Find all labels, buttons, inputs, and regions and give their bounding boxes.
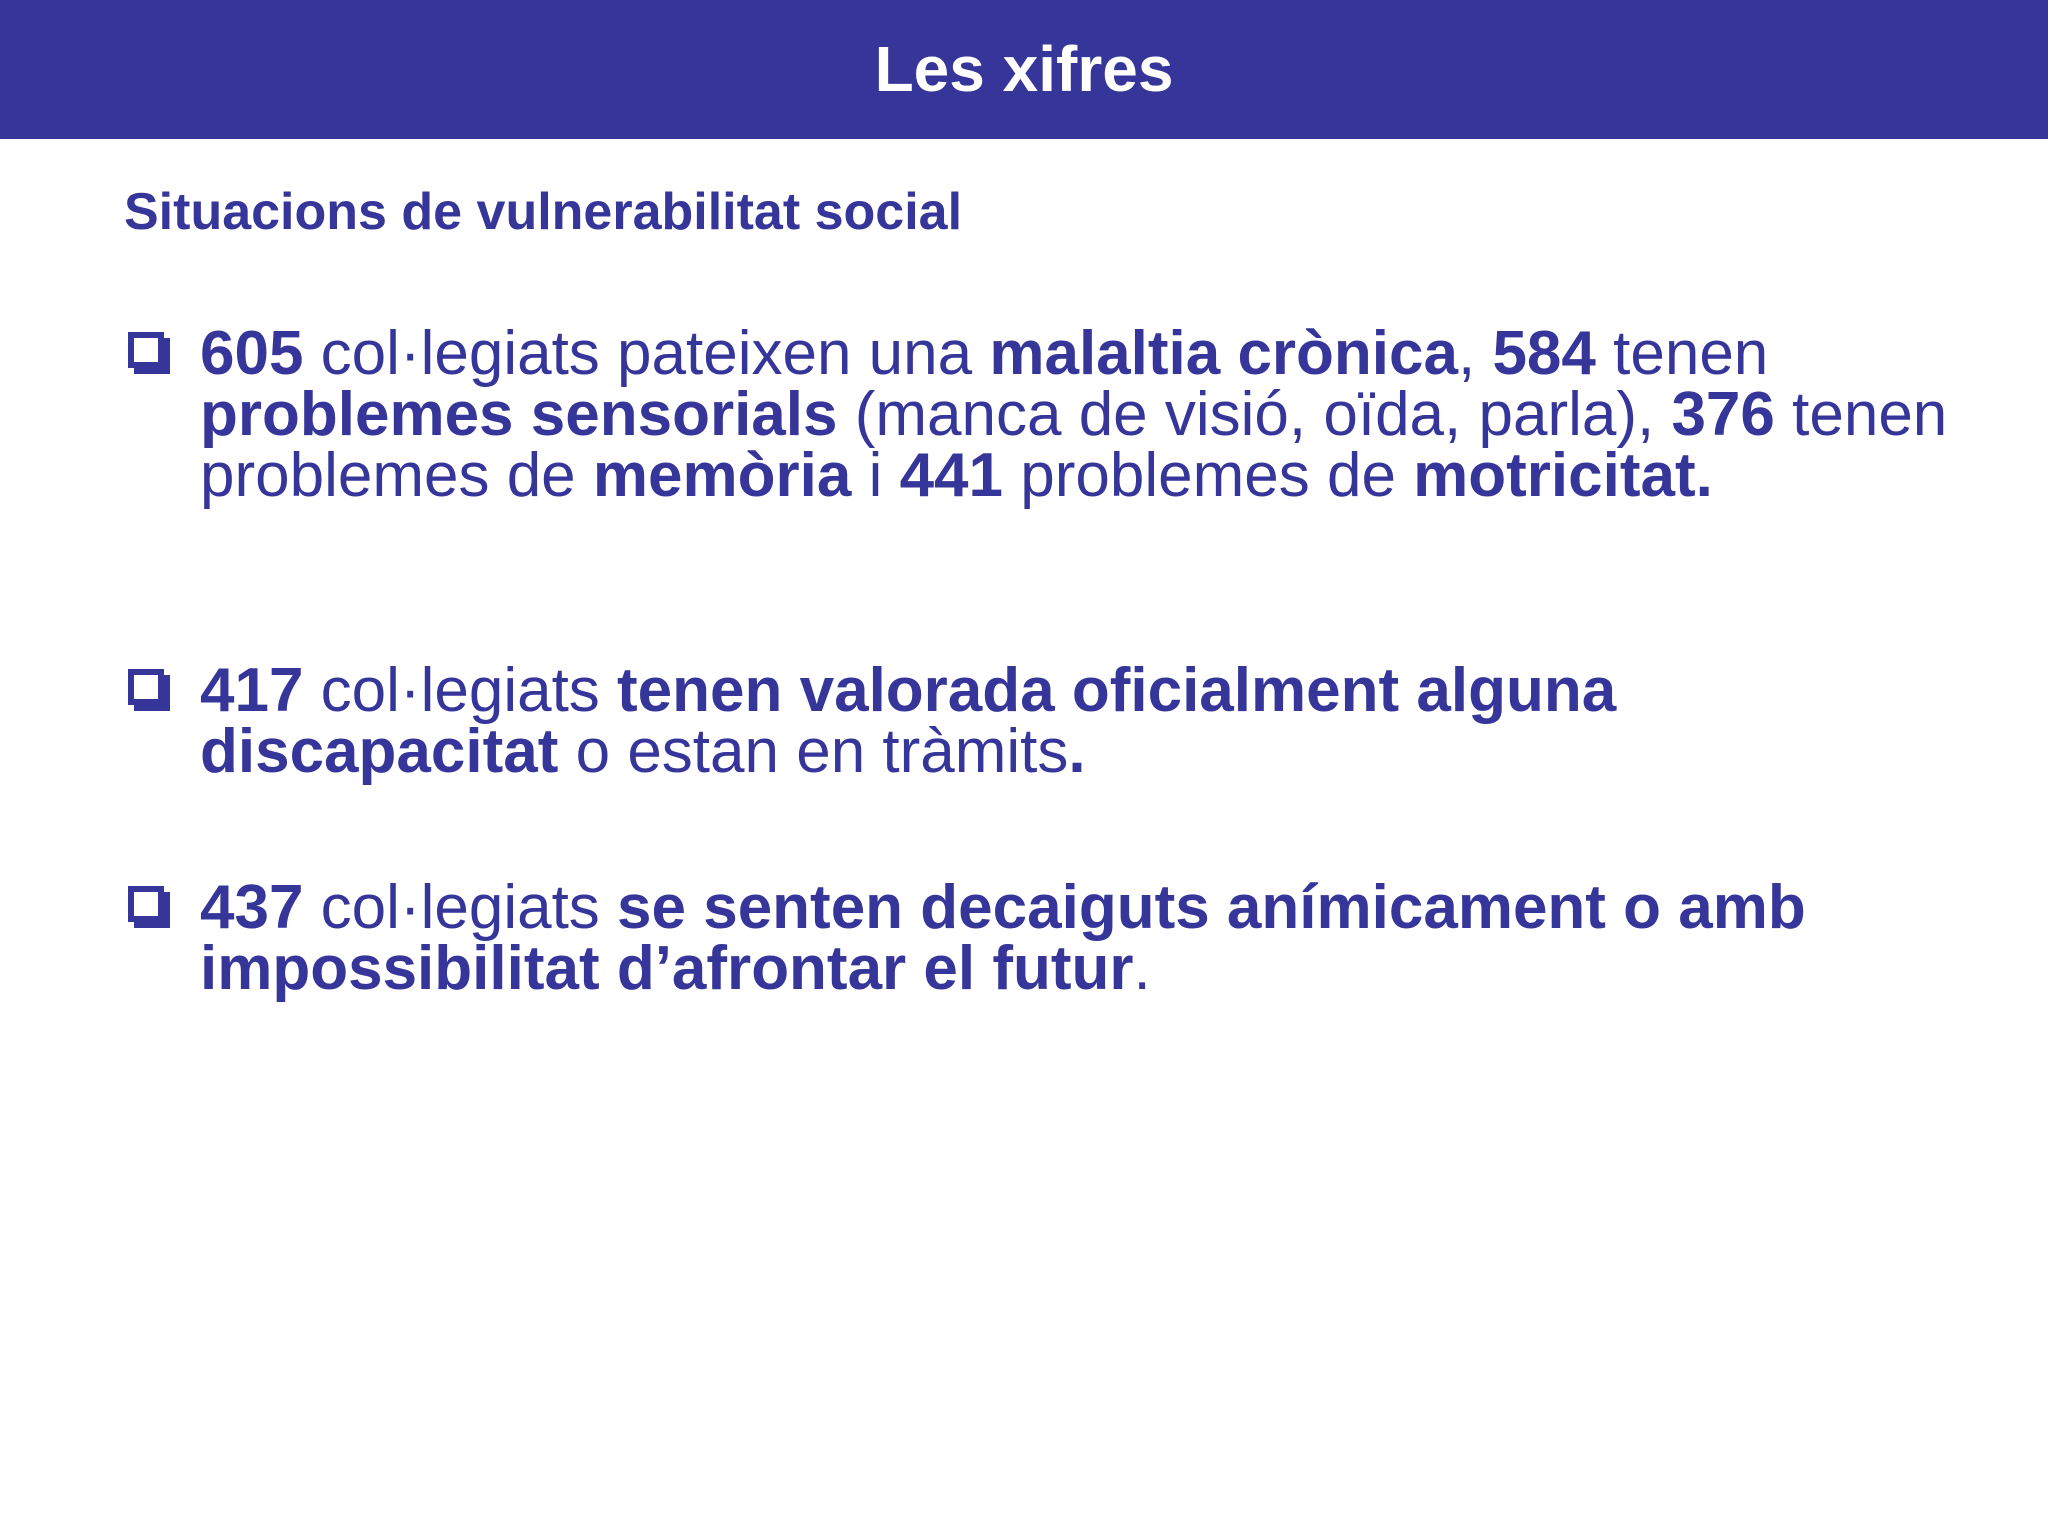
text-segment: tenen [1595, 319, 1769, 388]
text-segment: motricitat. [1413, 441, 1713, 510]
text-segment: 441 [899, 441, 1004, 510]
header-bar [0, 0, 2048, 139]
bullet-text [200, 319, 1968, 510]
text-segment: memòria [592, 441, 852, 510]
bullet-item [128, 873, 1968, 1003]
bullet-item [128, 319, 1968, 510]
text-segment: . [1133, 934, 1151, 1003]
text-segment: tenen problemes de [200, 380, 1948, 510]
text-segment: 605 [200, 319, 304, 388]
text-segment: malaltia crònica [989, 319, 1458, 388]
bullet-item [128, 656, 1968, 786]
text-segment: . [1068, 717, 1086, 786]
text-segment: 437 [200, 873, 304, 942]
text-segment: tenen valorada oficialment alguna discapacitat [200, 656, 1617, 786]
text-segment: problemes de [1003, 441, 1414, 510]
text-segment: col·legiats [303, 656, 618, 725]
slide-title: Les xifres [874, 32, 1174, 105]
text-segment: i [851, 441, 900, 510]
text-segment: col·legiats pateixen una [303, 319, 990, 388]
section-subtitle: Situacions de vulnerabilitat social [124, 183, 963, 241]
text-segment: (manca de visió, oïda, parla), [837, 380, 1672, 449]
checkbox-icon [128, 332, 164, 368]
text-segment: 376 [1671, 380, 1775, 449]
text-segment: 584 [1492, 319, 1596, 388]
bullet-text [200, 656, 1968, 786]
text-segment: , [1458, 319, 1493, 388]
bullet-text [200, 873, 1968, 1003]
text-segment: problemes sensorials [200, 380, 838, 449]
text-segment: 417 [200, 656, 304, 725]
text-segment: o estan en tràmits [558, 717, 1069, 786]
text-segment: se senten decaiguts anímicament o amb impossibilitat d’afrontar el futur [200, 873, 1806, 1003]
checkbox-icon [128, 886, 164, 922]
text-segment: col·legiats [303, 873, 618, 942]
checkbox-icon [128, 669, 164, 705]
